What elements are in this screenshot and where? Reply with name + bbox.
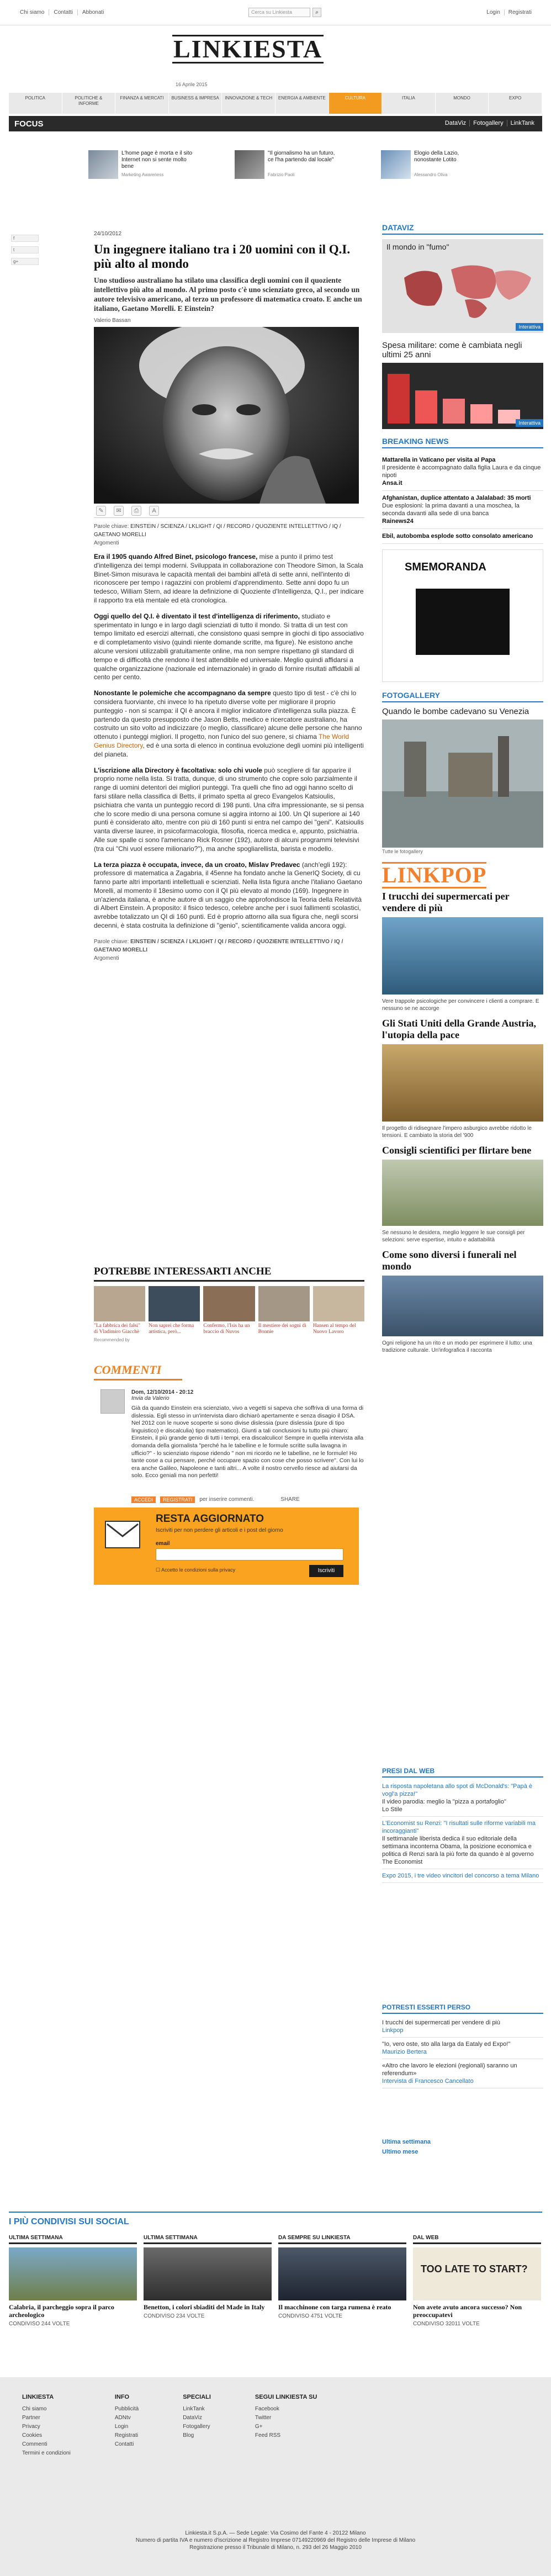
breaking-news-source: Rainews24 (382, 518, 414, 525)
most-shared-cols (9, 2235, 542, 2327)
paragraph-text: (anch'egli 192): professore di matematica a Zagabria, il 45enne ha fondato anche la GenerIQ Society, di cu fanno parte altri importanti intellettuali e scienziati. Nella lista figura anche l'italiano Gaetano Morelli, al momento il 18esimo uomo con il QI più elevato al mondo (169). Ingegnere in un'azienda italiana, è anche autore di un saggio che approfondisce la Teoria della Relatività di Albert Einstein. A proposito: il fisico tedesco, celebre anche per i suoi fallimenti scolastici, avrebbe totalizzato un QI di 160 punti. Ed è proprio attorno alla sua figura che, negli scorsi decenni, è stata costruita la definizione di "genio", scientificamente valida ancora oggi. (94, 860, 362, 930)
presi-dal-web (382, 1767, 543, 1883)
potresti-item-title: «Altro che lavoro le elezioni (regionali) saranno un referendum» (382, 2062, 517, 2077)
potresti-item[interactable] (382, 2016, 543, 2038)
dataviz-caption: Il mondo in "fumo" (386, 242, 449, 251)
focus-card-title: Elogio della Lazio, nonostante Lotito (414, 150, 459, 163)
most-shared-image (278, 2247, 406, 2300)
most-shared-col-head: DAL WEB (413, 2235, 541, 2244)
breaking-news-title: Mattarella in Vaticano per visita al Papa (382, 457, 496, 463)
footer-link[interactable]: Cookies (22, 2432, 43, 2439)
breaking-news-heading: BREAKING NEWS (382, 437, 543, 448)
footer-legal-line: Numero di partita IVA e numero d'iscrizione al Registro Imprese 07149220969 del Registro delle Imprese di Milano (135, 2537, 416, 2543)
most-shared-image (144, 2247, 272, 2300)
cat-energia[interactable]: ENERGIA & AMBIENTE (276, 93, 329, 114)
footer-link[interactable]: G+ (255, 2424, 263, 2430)
breaking-news-source: Ansa.it (382, 480, 402, 486)
breaking-news-item[interactable] (382, 491, 543, 529)
comment-text: Già da quando Einstein era scienziato, vivo a vegetti si sapeva che soffriva di una forma di dislessia. Egli stesso in un'intervista diaro dichiarò apertamente e senza disagio il DSA. Nel 2012 con le nuove scoperte si sono divise dislessia (pure dislessia (pure di tipo linguistico) e discalculia) tipo matematico). Giunti a tali conclusioni tu tutto più chiaro: Einstein, il più grande genio di tutti i tempi, era discalculico! Sempre in quella intervista alla domanda della giornalista "perché ha le tabelline e le formule scritte sulla lavagna in ufficio?" - lo scienziato rispose ridendo " non mi ricordo ne le tabelline, ne le formule! Ho tante cose a cui pensare, perché occupare spazio con cose che posso scrivere". Con lui lo era anche Galileo, Napoleone e tanti altri... A volte il nostro cervello riesce ad aiutarsi da solo. Ecco geniali ma non perfetti! (131, 1405, 364, 1479)
related-thumb (94, 1286, 145, 1321)
related-articles (94, 1266, 364, 1342)
cat-politica[interactable]: POLITICA (9, 93, 62, 114)
article-paragraph (94, 861, 364, 930)
article-paragraph (94, 553, 364, 605)
linkpop-image[interactable] (382, 1160, 543, 1226)
presi-item-title: Expo 2015, i tre video vincitori del concorso a tema Milano (382, 1873, 539, 1879)
category-nav (9, 93, 542, 114)
focus-dataviz-link[interactable]: DataViz (442, 120, 470, 126)
linkpop-desc: Il progetto di ridisegnare l'impero asburgico avrebbe ridotto le tensioni. E cambiato la storia del '900 (382, 1125, 532, 1139)
linkpop-title[interactable]: Come sono diversi i funerali nel mondo (382, 1249, 517, 1272)
site-logo[interactable] (172, 34, 324, 64)
most-shared-title: I PIÙ CONDIVISI SUI SOCIAL (9, 2212, 542, 2227)
footer-link[interactable]: Privacy (22, 2424, 40, 2430)
focus-links (442, 120, 538, 126)
cat-expo[interactable]: EXPO (489, 93, 542, 114)
gplus-share-button[interactable]: g+ (11, 258, 39, 265)
potresti-item-source: Maurizio Bertera (382, 2049, 427, 2055)
footer-link[interactable]: Partner (22, 2415, 40, 2421)
comment-time: Dom, 12/10/2014 - 20:12 (131, 1389, 194, 1395)
related-tiles (94, 1286, 364, 1335)
footer-legal (0, 2530, 551, 2551)
cat-finanza[interactable]: FINANZA & MERCATI (115, 93, 169, 114)
most-shared-col[interactable] (9, 2235, 137, 2327)
comment-icon[interactable]: ✉ (114, 506, 124, 516)
recommended-by: Recommended by (94, 1337, 130, 1342)
comment-actions (131, 1496, 364, 1503)
linkpop-image[interactable] (382, 1044, 543, 1122)
cat-mondo[interactable]: MONDO (436, 93, 489, 114)
focus-card-thumb (88, 150, 118, 179)
paragraph-lead: L'iscrizione alla Directory è facoltativa: solo chi vuole (94, 766, 262, 774)
most-shared-col[interactable] (144, 2235, 272, 2327)
cat-italia[interactable]: ITALIA (382, 93, 436, 114)
linkpop-desc: Ogni religione ha un rito e un modo per esprimere il lutto: una tradizione culturale. Un'infografica il racconta (382, 1340, 532, 1353)
comments-section (94, 1363, 364, 1503)
footer-legal-line: Registrazione presso il Tribunale di Milano, n. 293 del 26 Maggio 2010 (189, 2545, 362, 2551)
footer-link[interactable]: DataViz (183, 2415, 203, 2421)
privacy-checkbox[interactable]: ☐ Accetto le condizioni sulla privacy (156, 1567, 236, 1573)
most-shared-count: CONDIVISO 244 VOLTE (9, 2321, 70, 2327)
privacy-label: Accetto le condizioni sulla privacy (161, 1567, 236, 1573)
footer-col (22, 2394, 71, 2458)
related-tile-title: Confermo, l'Isis ha un braccio di Nuvos (203, 1323, 250, 1335)
email-label: email (156, 1541, 170, 1547)
cat-business[interactable]: BUSINESS & IMPRESA (169, 93, 222, 114)
logo-text: LINKIESTA (173, 35, 323, 63)
presi-item[interactable] (382, 1780, 543, 1817)
article-subtitle: Uno studioso australiano ha stilato una classifica degli uomini con il quoziente intellettivo più alto al mondo. Al primo posto c'è uno scienziato greco, al secondo un autore televisivo americano, al terzo un professore di matematica croato. E anche un italiano, Gaetano Morelli. E Einstein? (94, 276, 362, 313)
article-keywords (94, 522, 364, 547)
article-date: 24/10/2012 (94, 231, 122, 237)
focus-linktank-link[interactable]: LinkTank (510, 120, 534, 126)
top-nav (15, 9, 108, 15)
most-shared-col-head: DA SEMPRE SU LINKIESTA (278, 2235, 406, 2244)
article-keywords-bottom (94, 938, 364, 962)
focus-card-thumb (235, 150, 264, 179)
related-tile[interactable] (313, 1286, 364, 1335)
top-nav-chi-siamo[interactable]: Chi siamo (15, 9, 49, 15)
dataviz2-badge: Interattiva (516, 419, 543, 427)
paragraph-text: studiato e sperimentato in lungo e in largo dagli scienziati di tutto il mondo. Si tratta di un test con tempo limitato ed esercizi alternati, che consistono quasi sempre in giochi di tipo associativo e di completamento visivo (quindi niente domande scritte, ma figure). Ne esistono anche alcune versioni utilizzabili gratuitamente online, ma non sempre rispettano gli standard di tempo e di difficoltà che rendono il test attendibile ed universale. Meglio quindi affidarsi a qualche organizzazione (nazionale ed internazionale) in grado di fornire risultati affidabili al cento per cento. (94, 612, 364, 681)
most-shared-col[interactable] (278, 2235, 406, 2327)
focus-card-title: L'home page è morta e il sito Internet non si sente molto bene (121, 150, 193, 170)
related-thumb (149, 1286, 200, 1321)
too-late-image-text: TOO LATE TO START? (421, 2263, 528, 2275)
edit-icon[interactable]: ✎ (96, 506, 106, 516)
footer-col (115, 2394, 139, 2458)
facebook-share-button[interactable]: f (11, 235, 39, 242)
fotogallery-image[interactable] (382, 720, 543, 848)
related-title: POTREBBE INTERESSARTI ANCHE (94, 1266, 364, 1282)
venezia-photo-graphic (382, 720, 543, 848)
potresti-item-title: I trucchi dei supermercati per vendere di più (382, 2019, 500, 2026)
article-paragraph (94, 766, 364, 854)
article-author[interactable]: Valerio Bassan (94, 318, 131, 324)
linkpop-desc: Vere trappole psicologiche per convincere i clienti a comprare. E nessuno se ne accorge (382, 998, 539, 1012)
presi-item-source: The Economist (382, 1859, 423, 1865)
register-link[interactable]: Registrati (508, 9, 532, 15)
potresti-heading: POTRESTI ESSERTI PERSO (382, 2003, 543, 2014)
breaking-news-body: Il presidente è accompagnato dalla figlia Laura e da cinque nipoti (382, 464, 541, 479)
military-spending-card[interactable] (382, 363, 543, 429)
dataviz-heading[interactable]: DATAVIZ (382, 223, 543, 235)
paragraph-text: questo tipo di test - c'è chi lo considera fuorviante, chi invece lo ha ripetuto diverse volte per migliorare il proprio punteggio - non si scampa: il QI è ancora il miglior indicatore d'intelligenza sulla piazza. È partendo da questo presupposto che Jason Betts, medico e ricercatore australiano, ha costruito un sito volto ad indicizzare (o meglio, classificare) alcune delle persone che hanno ottenuto i punteggi migliori. Il progetto, non l'unico del suo genere, si chiama (94, 689, 362, 741)
footer-col-head: SPECIALI (183, 2394, 211, 2400)
tab-ultima-settimana[interactable]: Ultima settimana (382, 2139, 431, 2145)
linkpop-logo[interactable]: LINKPOP (382, 863, 487, 887)
breaking-news-body: Due esplosioni: la prima davanti a una moschea, la seconda davanti alla sede di una banca (382, 502, 520, 517)
most-shared-col[interactable] (413, 2235, 541, 2327)
comments-login-note: per inserire commenti. (199, 1496, 255, 1503)
footer-link[interactable]: Fotogallery (183, 2424, 210, 2430)
focus-card[interactable] (235, 150, 340, 183)
cat-cultura[interactable]: CULTURA (329, 93, 383, 114)
login-button[interactable]: ACCEDI (131, 1496, 156, 1503)
keywords-list[interactable]: EINSTEIN / SCIENZA / LKLIGHT / QI / RECORD / QUOZIENTE INTELLETTIVO / IQ / GAETANO MORELLI (94, 938, 343, 953)
focus-fotogallery-link[interactable]: Fotogallery (470, 120, 507, 126)
presi-item-body: Il video parodia: meglio la "pizza a portafoglio" (382, 1799, 506, 1805)
newsletter-title: RESTA AGGIORNATO (156, 1513, 264, 1525)
focus-card-author: Marketing Awareness (121, 172, 164, 177)
most-shared-count: CONDIVISO 4751 VOLTE (278, 2313, 342, 2319)
breaking-news-title: Ebil, autobomba esplode sotto consolato americano (382, 533, 533, 539)
most-shared-headline: Non avete avuto ancora successo? Non preoccupatevi (413, 2303, 522, 2319)
most-shared-count: CONDIVISO 234 VOLTE (144, 2313, 205, 2319)
footer-link[interactable]: LinkTank (183, 2406, 205, 2412)
footer-link[interactable]: Blog (183, 2432, 194, 2439)
login-link[interactable]: Login (483, 9, 504, 15)
footer-link[interactable]: Commenti (22, 2441, 47, 2447)
share-rail (11, 235, 38, 269)
presi-item-title: L'Economist su Renzi: "I risultati sulle riforme variabili ma incoraggianti" (382, 1820, 536, 1834)
footer-link[interactable]: Feed RSS (255, 2432, 281, 2439)
footer-legal-line: Linkiesta.it S.p.A. — Sede Legale: Via Cosimo del Fante 4 - 20122 Milano (185, 2530, 366, 2536)
paragraph-lead: La terza piazza è occupata, invece, da un croato, Mislav Predavec (94, 860, 300, 869)
share-button[interactable]: SHARE (280, 1496, 300, 1503)
topics-label: Argomenti (94, 540, 119, 546)
focus-card-title: "Il giornalismo ha un futuro, ce l'ha partendo dal locale" (268, 150, 335, 163)
footer-link[interactable]: Contatti (114, 2441, 134, 2447)
smemoranda-logo: SMEMORANDA (405, 561, 486, 573)
fotogallery-caption[interactable]: Quando le bombe cadevano su Venezia (382, 707, 529, 716)
potresti-esserti-perso (382, 2003, 543, 2088)
presi-item-body: Il settimanale liberista dedica il suo editoriale della settimana inconterna Obama, la posizione economica e politica di Renzi sarà la più forte da quando è al governo (382, 1836, 534, 1858)
article-paragraph (94, 689, 364, 759)
account-nav (483, 9, 536, 15)
potresti-item-title: "Io, vero oste, sto alla larga da Eataly ed Expo!" (382, 2041, 511, 2048)
most-shared-count: CONDIVISO 32011 VOLTE (413, 2321, 480, 2327)
most-shared-col-head: ULTIMA SETTIMANA (9, 2235, 137, 2244)
footer-link[interactable]: Registrati (114, 2432, 139, 2439)
related-thumb (258, 1286, 310, 1321)
footer-link[interactable]: Chi siamo (22, 2406, 47, 2412)
presi-item-title: La risposta napoletana allo spot di McDonald's: "Papà è vogl'a pizza!" (382, 1783, 533, 1797)
footer-link[interactable]: ADNtv (114, 2415, 131, 2421)
footer-link[interactable]: Pubblicità (114, 2406, 139, 2412)
related-thumb (203, 1286, 255, 1321)
focus-card-thumb (381, 150, 411, 179)
envelope-graphic (106, 1522, 139, 1547)
comment-author: Invia da Valerio (131, 1395, 169, 1401)
article-title: Un ingegnere italiano tra i 20 uomini con il Q.I. più alto al mondo (94, 242, 351, 271)
keywords-label: Parole chiave: (94, 523, 129, 530)
top-nav-abbonati[interactable]: Abbonati (82, 9, 104, 15)
paragraph-lead: Era il 1905 quando Alfred Binet, psicologo francese, (94, 553, 258, 560)
tab-ultimo-mese[interactable]: Ultimo mese (382, 2149, 418, 2155)
twitter-share-button[interactable]: t (11, 246, 39, 253)
footer-link[interactable]: Login (114, 2424, 129, 2430)
top-bar (0, 0, 551, 25)
footer-col (183, 2394, 211, 2458)
top-nav-contatti[interactable]: Contatti (49, 9, 77, 15)
footer-link[interactable]: Facebook (255, 2406, 279, 2412)
linkpop-title[interactable]: Consigli scientifici per flirtare bene (382, 1145, 532, 1156)
newsletter-box (94, 1507, 359, 1585)
comment (94, 1389, 364, 1503)
paragraph-lead: Oggi quello del Q.I. è diventato il test d'intelligenza di riferimento, (94, 612, 300, 620)
keywords-list[interactable]: EINSTEIN / SCIENZA / LKLIGHT / QI / RECORD / QUOZIENTE INTELLETTIVO / IQ / GAETANO MORELLI (94, 523, 341, 538)
font-size-icon[interactable]: A (149, 506, 159, 516)
related-tile[interactable] (149, 1286, 200, 1335)
newsletter-desc: Iscriviti per non perdere gli articoli e i post del giorno (156, 1527, 283, 1533)
breaking-news-item[interactable] (382, 529, 543, 544)
einstein-photo-graphic (94, 327, 359, 504)
cat-innovazione[interactable]: INNOVAZIONE & TECH (222, 93, 276, 114)
print-icon[interactable]: ⎙ (131, 506, 141, 516)
linkpop-image[interactable] (382, 917, 543, 995)
paragraph-text: mise a punto il primo test d'intelligenza dei tempi moderni. Sviluppata in collaborazione con Theodore Simon, la Scala Binet-Simon misurava le capacità mentali dei bambini all'età di sette anni, nell'intento di riconoscere per tempo i ragazzini con problemi d'apprendimento. Sette anni dopo fu un tedesco, William Stern, ad ideare la definizione di Quoziente d'Intelligenza, Q.I., per indicare il rapporto tra età mentale ed età cronologica. (94, 553, 364, 604)
linkpop-image[interactable] (382, 1276, 543, 1336)
focus-cards (88, 150, 530, 194)
potresti-tabs (382, 2137, 431, 2157)
avatar (100, 1389, 125, 1414)
paragraph-text: , ed è una sorta di elenco in continua evoluzione degli uomini più intelligenti del pianeta. (94, 741, 364, 758)
footer-col-head: SEGUI LINKIESTA SU (255, 2394, 317, 2400)
article-toolbar (94, 504, 364, 518)
dataviz-badge: Interattiva (516, 323, 543, 331)
article-paragraph (94, 612, 364, 682)
most-shared-headline: Il macchinone con targa rumena è reato (278, 2303, 391, 2311)
linkpop-title[interactable]: I trucchi dei supermercati per vendere di più (382, 891, 510, 913)
linkpop-desc: Se nessuno le desidera, meglio leggere le sue consigli per selezioni: serve espertise, intuito e adattabilità (382, 1230, 525, 1243)
footer-cols (22, 2394, 317, 2458)
focus-title: FOCUS (14, 119, 44, 129)
comment-meta (131, 1389, 364, 1401)
related-tile[interactable] (203, 1286, 255, 1335)
focus-bar (9, 116, 542, 131)
focus-card[interactable] (381, 150, 486, 183)
genius-directory-link[interactable]: The World Genius Directory (94, 733, 349, 749)
footer-col-head: LINKIESTA (22, 2394, 54, 2400)
paragraph-text: può scegliere di far apparire il proprio nome nella lista. Si tratta, dunque, di uno strumento che copre solo parzialmente il range di uomini detentori dei migliori punteggi. Tra quelli che fino ad oggi hanno scelto di farsi stilare nella classifica di Betts, il primato spetta al greco Evangelos Katsioulis, psichiatra che vanta un punteggio record di 198 punti. Una cifra impressionante, se si pensa che lo score medio di una persona comune si aggira intorno ai 100. Un QI superiore ai 140 punti è considerato alto, mentre con più di 160 punti si entra nel campo dei "geni". Katsioulis vanta diverse lauree, in psicofarmacologia, filosofia, ricerca medica e, appunto, psichiatria. Alle sue spalle ci sono l'americano Rick Rosner (192), autore di alcuni programmi televisivi (tra cui "Chi vuol essere milionario?"), ma anche spogliarellista, barista e modello. (94, 766, 364, 853)
presi-item[interactable] (382, 1817, 543, 1869)
subscribe-button[interactable]: Iscriviti (309, 1565, 343, 1577)
related-tile-title: Il mestiere dei sogni di Bonnie (258, 1323, 306, 1335)
article (94, 231, 364, 979)
presi-heading: PRESI DAL WEB (382, 1767, 543, 1778)
email-field[interactable] (156, 1548, 343, 1561)
footer-col (255, 2394, 317, 2458)
related-tile-title: "La fabbrica dei falsi" di Vladimiro Giacchè (94, 1323, 140, 1335)
fotogallery-heading[interactable]: FOTOGALLERY (382, 691, 543, 702)
paragraph-lead: Nonostante le polemiche che accompagnano da sempre (94, 689, 271, 697)
potresti-item-source: Intervista di Francesco Cancellato (382, 2078, 474, 2085)
most-shared-image (413, 2247, 541, 2300)
focus-card-author: Alessandro Oliva (414, 172, 448, 177)
header-date: 16 Aprile 2015 (176, 82, 208, 87)
most-shared-col-head: ULTIMA SETTIMANA (144, 2235, 272, 2244)
presi-item-source: Lo Stile (382, 1806, 402, 1813)
sidebar (382, 223, 543, 1360)
potresti-item[interactable] (382, 2038, 543, 2059)
related-tile-title: Hansen al tempo del Nuovo Lavoro (312, 1323, 356, 1335)
search-icon[interactable]: ⌕ (312, 8, 321, 17)
world-map-graphic (382, 239, 543, 333)
register-button[interactable]: REGISTRATI (160, 1496, 195, 1503)
smemoranda-ad[interactable] (382, 549, 543, 682)
footer-link[interactable]: Termini e condizioni (22, 2450, 71, 2456)
footer (0, 2377, 551, 2576)
footer-link[interactable]: Twitter (255, 2415, 272, 2421)
potresti-item[interactable] (382, 2059, 543, 2088)
breaking-news-item[interactable] (382, 453, 543, 491)
most-shared-headline: Calabria, il parcheggio sopra il parco archeologico (9, 2303, 114, 2319)
related-tile[interactable] (258, 1286, 310, 1335)
breaking-news-title: Afghanistan, duplice attentato a Jalalabad: 35 morti (382, 495, 531, 501)
linkpop-title[interactable]: Gli Stati Uniti della Grande Austria, l'utopia della pace (382, 1018, 537, 1040)
smemoranda-book-icon (416, 589, 510, 655)
focus-card-author: Fabrizio Paoli (268, 172, 295, 177)
most-shared-image (9, 2247, 137, 2300)
most-shared-headline: Benetton, i colori sbiaditi del Made in Italy (144, 2303, 265, 2311)
cat-politiche[interactable]: POLITICHE & INFORME (62, 93, 116, 114)
keywords-label: Parole chiave: (94, 938, 129, 945)
topics-label: Argomenti (94, 955, 119, 961)
dataviz-card[interactable] (382, 239, 543, 333)
focus-card[interactable] (88, 150, 193, 183)
dataviz2-title[interactable]: Spesa militare: come è cambiata negli ultimi 25 anni (382, 341, 522, 359)
related-tile[interactable] (94, 1286, 145, 1335)
presi-item[interactable] (382, 1869, 543, 1883)
related-thumb (313, 1286, 364, 1321)
related-tile-title: Non saprei che forma artistica, però... (149, 1323, 194, 1335)
einstein-photo (94, 327, 359, 504)
fotogallery-link[interactable]: Tutte le fotogallery (382, 849, 423, 854)
search-input[interactable]: Cerca su Linkiesta (248, 8, 310, 17)
footer-col-head: INFO (114, 2394, 130, 2400)
comments-title: COMMENTI (94, 1363, 182, 1380)
potresti-item-source: Linkpop (382, 2027, 404, 2034)
envelope-icon (105, 1521, 140, 1548)
most-shared (9, 2212, 542, 2327)
